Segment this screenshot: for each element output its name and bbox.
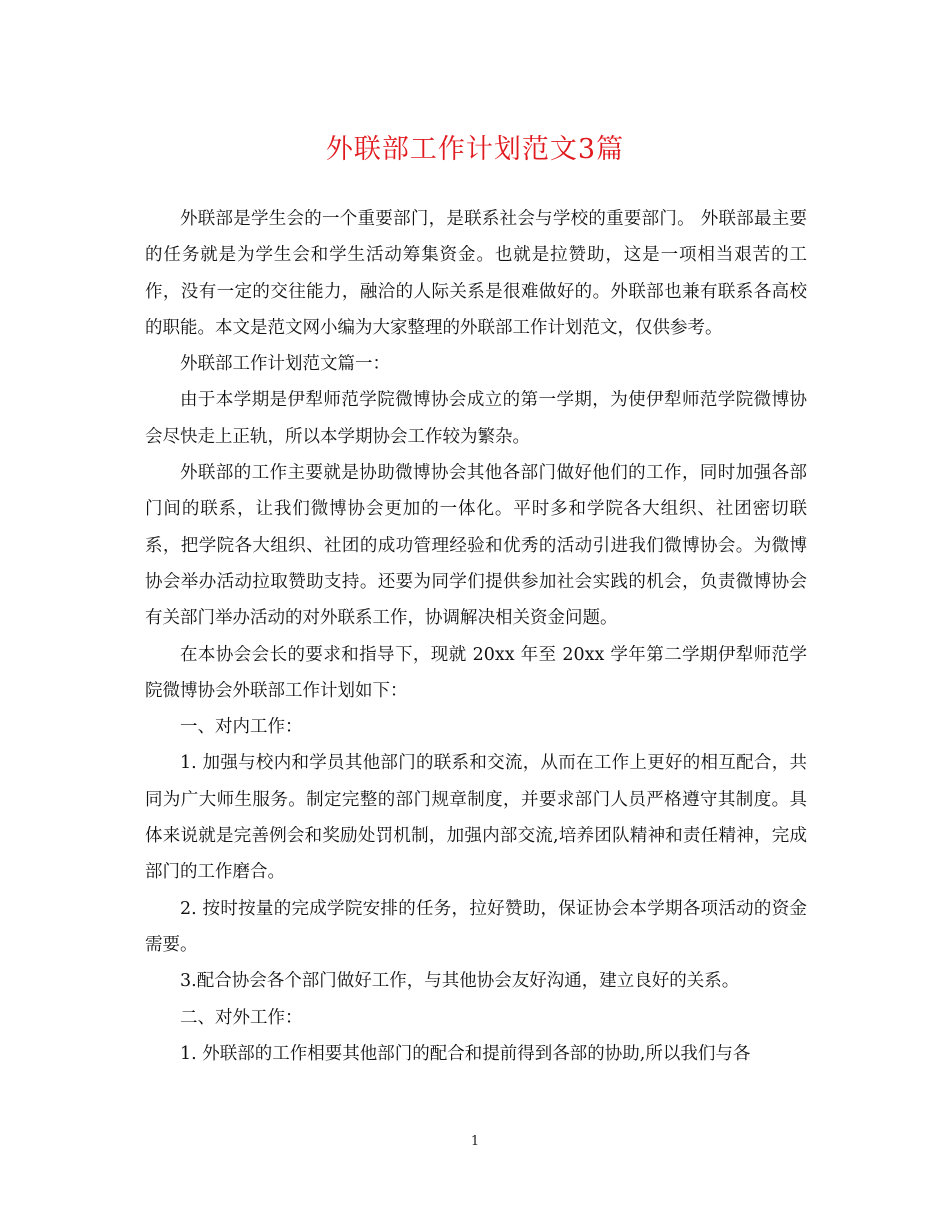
body-paragraph: 在本协会会长的要求和指导下，现就 20xx 年至 20xx 学年第二学期伊犁师范学院微博协会外联部工作计划如下： [145,644,807,701]
document-title: 外联部工作计划范文3篇 [325,134,625,165]
section-heading-part-one: 外联部工作计划范文篇一： [180,354,390,375]
document-body [145,201,807,1072]
page-number: 1 [470,1134,480,1149]
body-paragraph: 外联部的工作主要就是协助微博协会其他各部门做好他们的工作，同时加强各部门间的联系，让我们微博协会更加的一体化。平时多和学院各大组织、社团密切联系，把学院各大组织、社团的成功管理经验和优秀的活动引进我们微博协会。为微博协会举办活动拉取赞助支持。还要为同学们提供参加社会实践的机会，负责微博协会有关部门举办活动的对外联系工作，协调解决相关资金问题。 [145,463,807,629]
list-item: 1. 加强与校内和学员其他部门的联系和交流，从而在工作上更好的相互配合，共同为广大师生服务。制定完整的部门规章制度，并要求部门人员严格遵守其制度。具体来说就是完善例会和奖励处罚机制，加强内部交流,培养团队精神和责任精神，完成部门的工作磨合。 [145,753,807,883]
list-item: 2. 按时按量的完成学院安排的任务，拉好赞助，保证协会本学期各项活动的资金需要。 [145,898,807,955]
list-item: 1. 外联部的工作相要其他部门的配合和提前得到各部的协助,所以我们与各 [180,1043,751,1064]
body-paragraph: 由于本学期是伊犁师范学院微博协会成立的第一学期，为使伊犁师范学院微博协会尽快走上正轨，所以本学期协会工作较为繁杂。 [145,390,807,447]
list-item: 3.配合协会各个部门做好工作，与其他协会友好沟通，建立良好的关系。 [180,971,740,992]
intro-paragraph: 外联部是学生会的一个重要部门，是联系社会与学校的重要部门。 外联部最主要的任务就是为学生会和学生活动筹集资金。也就是拉赞助，这是一项相当艰苦的工作，没有一定的交往能力，融洽的人际关系是很难做好的。外联部也兼有联系各高校的职能。本文是范文网小编为大家整理的外联部工作计划范文，仅供参考。 [145,209,807,338]
subheading-external-work: 二、对外工作： [180,1007,303,1028]
subheading-internal-work: 一、对内工作： [180,717,303,738]
